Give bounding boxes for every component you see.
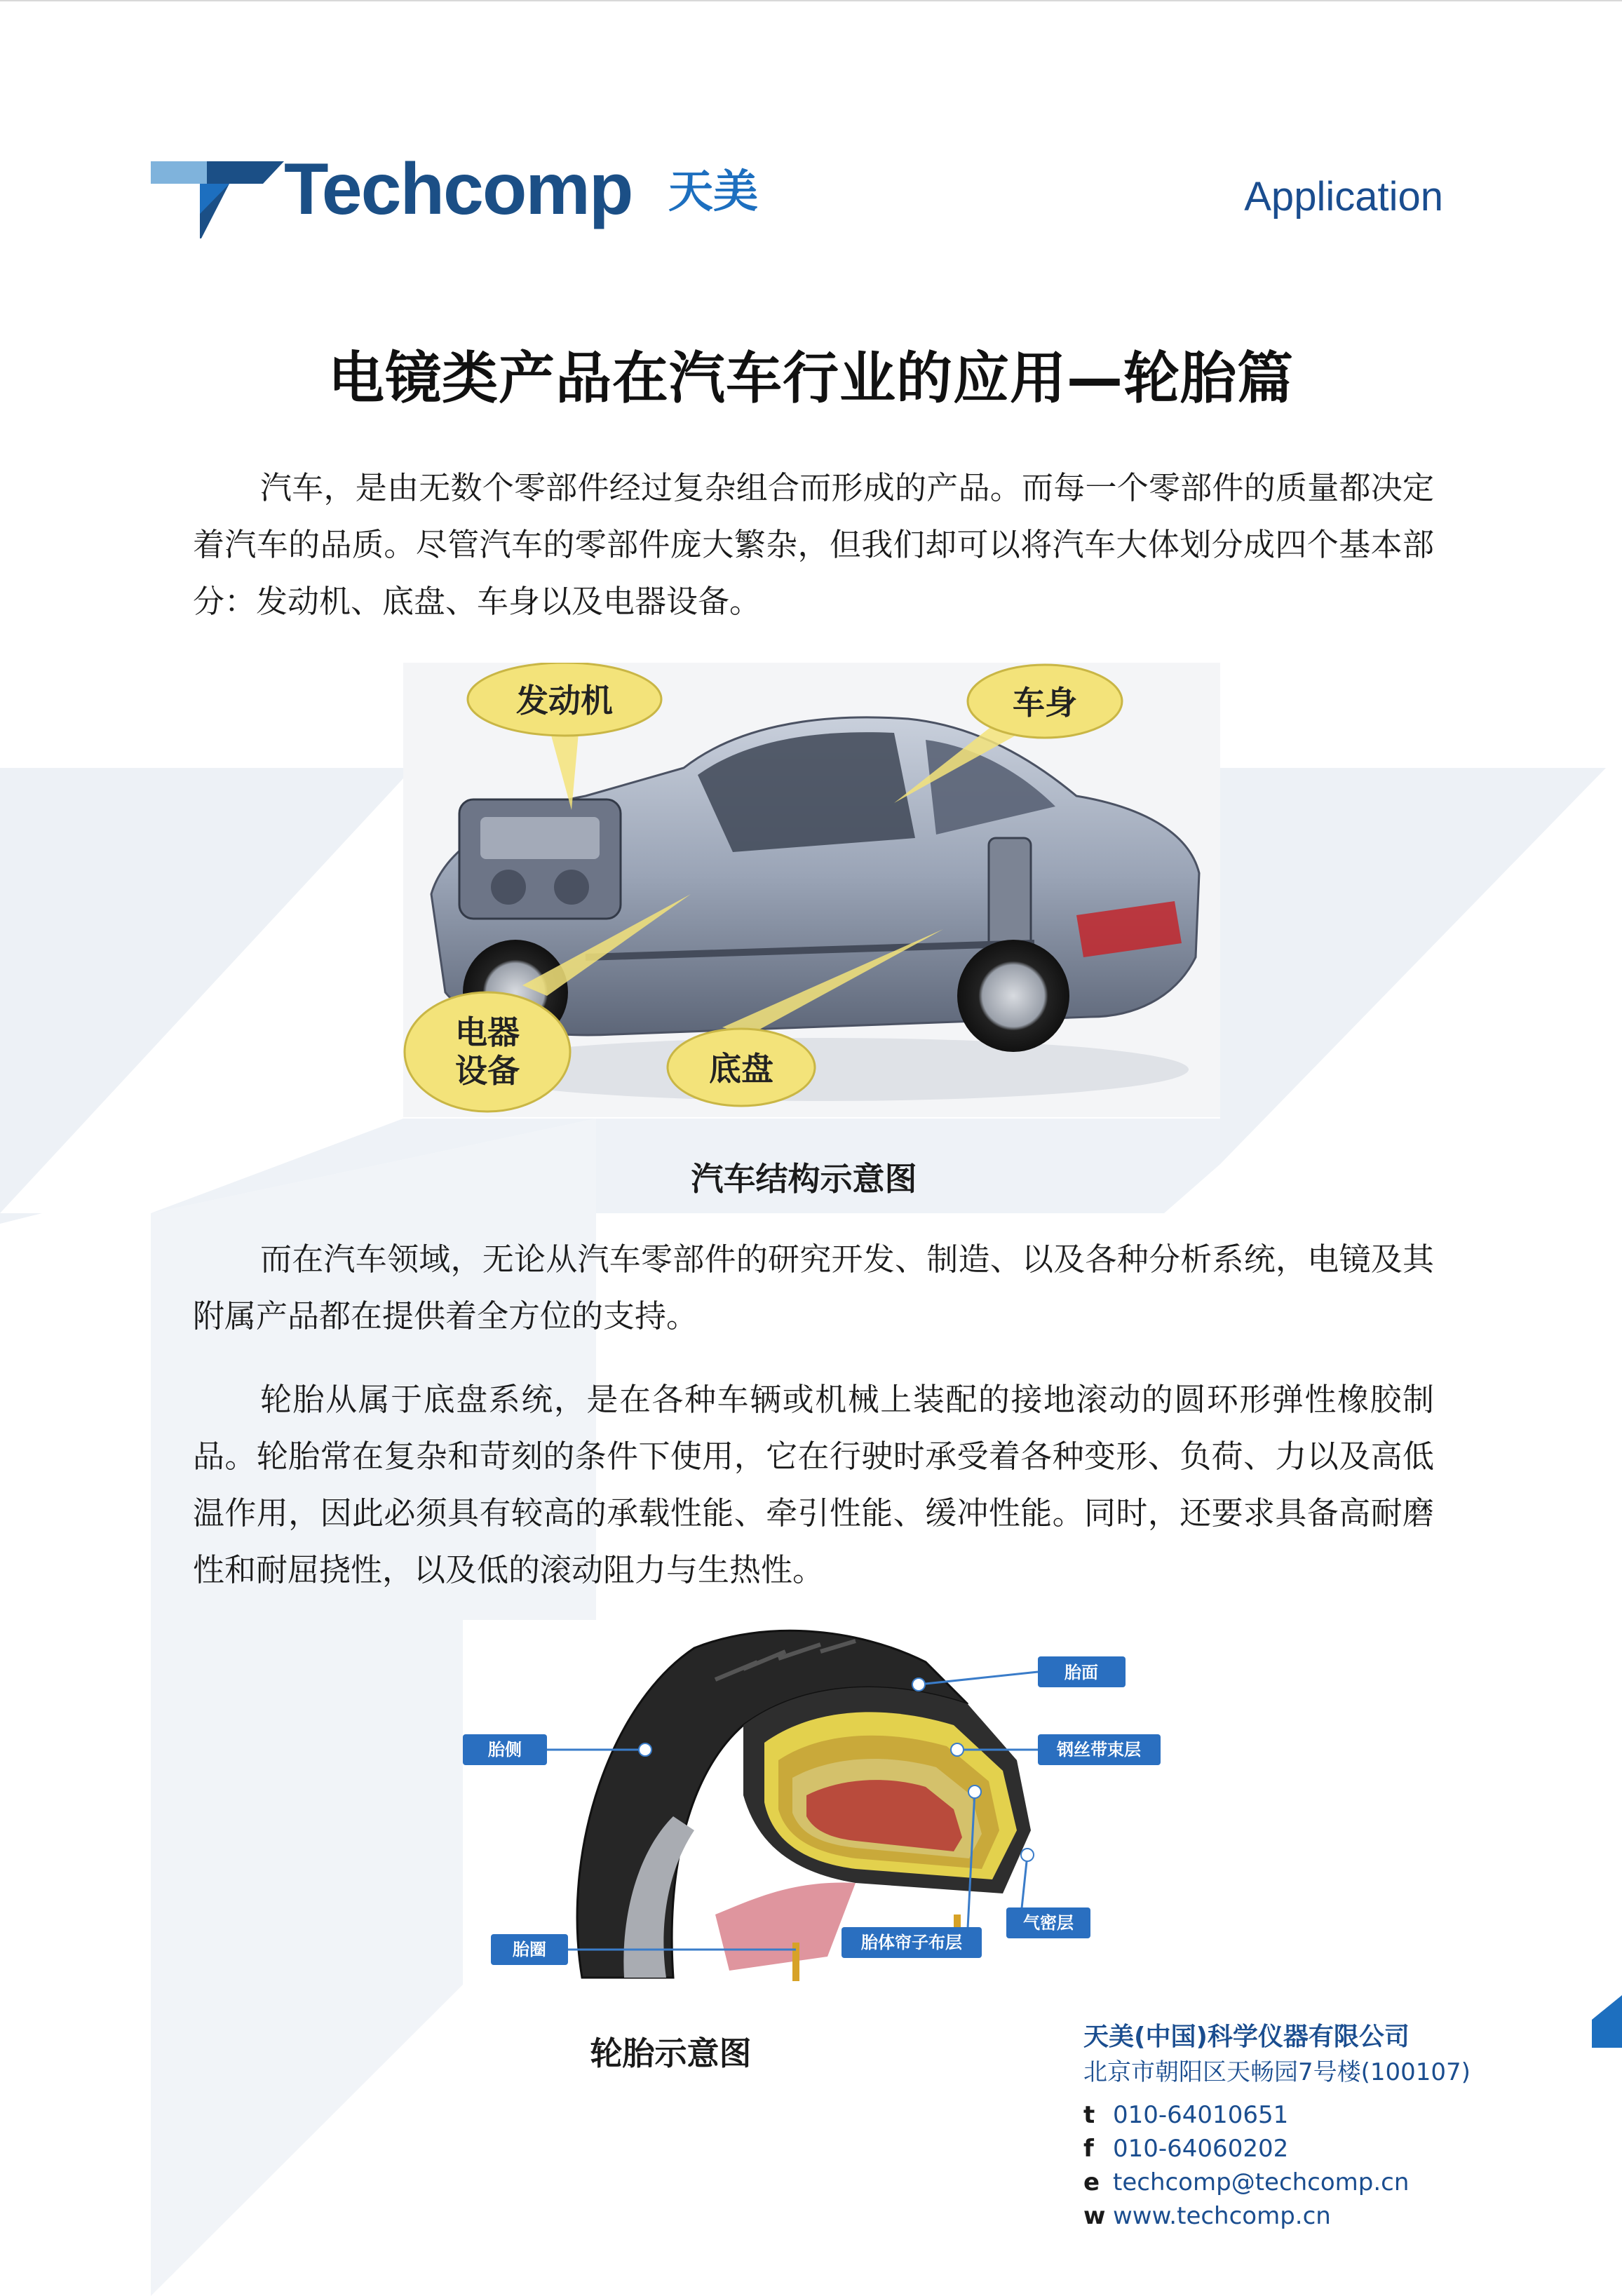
page-title: 电镜类产品在汽车行业的应用—轮胎篇: [328, 346, 1294, 411]
car-figure-caption: 汽车结构示意图: [691, 1160, 917, 1198]
chassis-bubble: [668, 1029, 815, 1106]
techcomp-logo: [151, 147, 782, 245]
belt-label: 钢丝带束层: [1057, 1740, 1141, 1760]
ply-label: 胎体帘子布层: [861, 1933, 962, 1952]
contact-block: [1083, 2020, 1471, 2233]
support-paragraph: 而在汽车领域，无论从汽车零部件的研究开发、制造、以及各种分析系统，电镜及其附属产品都在提供着全方位的支持。: [193, 1241, 1434, 1335]
engine-label: 发动机: [516, 682, 613, 720]
logo-word: Techcomp: [284, 149, 633, 230]
liner-callout: [1006, 1849, 1090, 1938]
company-name: 天美(中国)科学仪器有限公司: [1083, 2022, 1410, 2051]
tire-structure-figure: [463, 1620, 1164, 1985]
email-link[interactable]: techcomp@techcomp.cn: [1113, 2168, 1410, 2196]
chassis-label: 底盘: [709, 1050, 773, 1088]
application-label: Application: [1244, 174, 1443, 220]
web-key: w: [1083, 2202, 1106, 2230]
fax-value: 010-64060202: [1113, 2135, 1289, 2163]
website-link[interactable]: www.techcomp.cn: [1113, 2202, 1331, 2230]
phone-row: [1083, 2098, 1471, 2132]
email-row: [1083, 2166, 1471, 2199]
bead-label: 胎圈: [513, 1940, 546, 1959]
tire-figure-caption: 轮胎示意图: [590, 2034, 752, 2072]
tread-label: 胎面: [1065, 1663, 1098, 1682]
engine-bubble: [468, 663, 661, 736]
phone-key: t: [1083, 2101, 1095, 2129]
web-row: [1083, 2199, 1471, 2233]
car-illustration: [403, 663, 1220, 1117]
company-address: 北京市朝阳区天畅园7号楼(100107): [1083, 2058, 1471, 2086]
phone-value[interactable]: 010-64010651: [1113, 2101, 1289, 2129]
electrical-label-2: 设备: [455, 1052, 520, 1090]
body-bubble: [968, 665, 1122, 738]
fax-key: f: [1083, 2135, 1094, 2163]
top-border: [0, 0, 1622, 1]
body-label: 车身: [1013, 684, 1077, 722]
tire-paragraph: 轮胎从属于底盘系统，是在各种车辆或机械上装配的接地滚动的圆环形弹性橡胶制品。轮胎常在复杂和苛刻的条件下使用，它在行驶时承受着各种变形、负荷、力以及高低温作用，因此必须具有较高的承载性能、牵引性能、缓冲性能。同时，还要求具备高耐磨性和耐屈挠性，以及低的滚动阻力与生热性。: [193, 1381, 1434, 1588]
electrical-label-1: 电器: [455, 1013, 520, 1051]
liner-label: 气密层: [1023, 1913, 1074, 1933]
logo-mark-icon: [151, 147, 284, 245]
logo-cn: 天美: [668, 166, 758, 218]
intro-paragraph: 汽车，是由无数个零部件经过复杂组合而形成的产品。而每一个零部件的质量都决定着汽车的品质。尽管汽车的零部件庞大繁杂，但我们却可以将汽车大体划分成四个基本部分：发动机、底盘、车身以及电器设备。: [193, 469, 1434, 620]
fax-row: [1083, 2132, 1471, 2166]
email-key: e: [1083, 2168, 1100, 2196]
car-structure-figure: [403, 663, 1220, 1117]
tire-illustration: [463, 1620, 1164, 1985]
sidewall-label: 胎侧: [488, 1740, 522, 1760]
electrical-bubble: [405, 992, 570, 1112]
